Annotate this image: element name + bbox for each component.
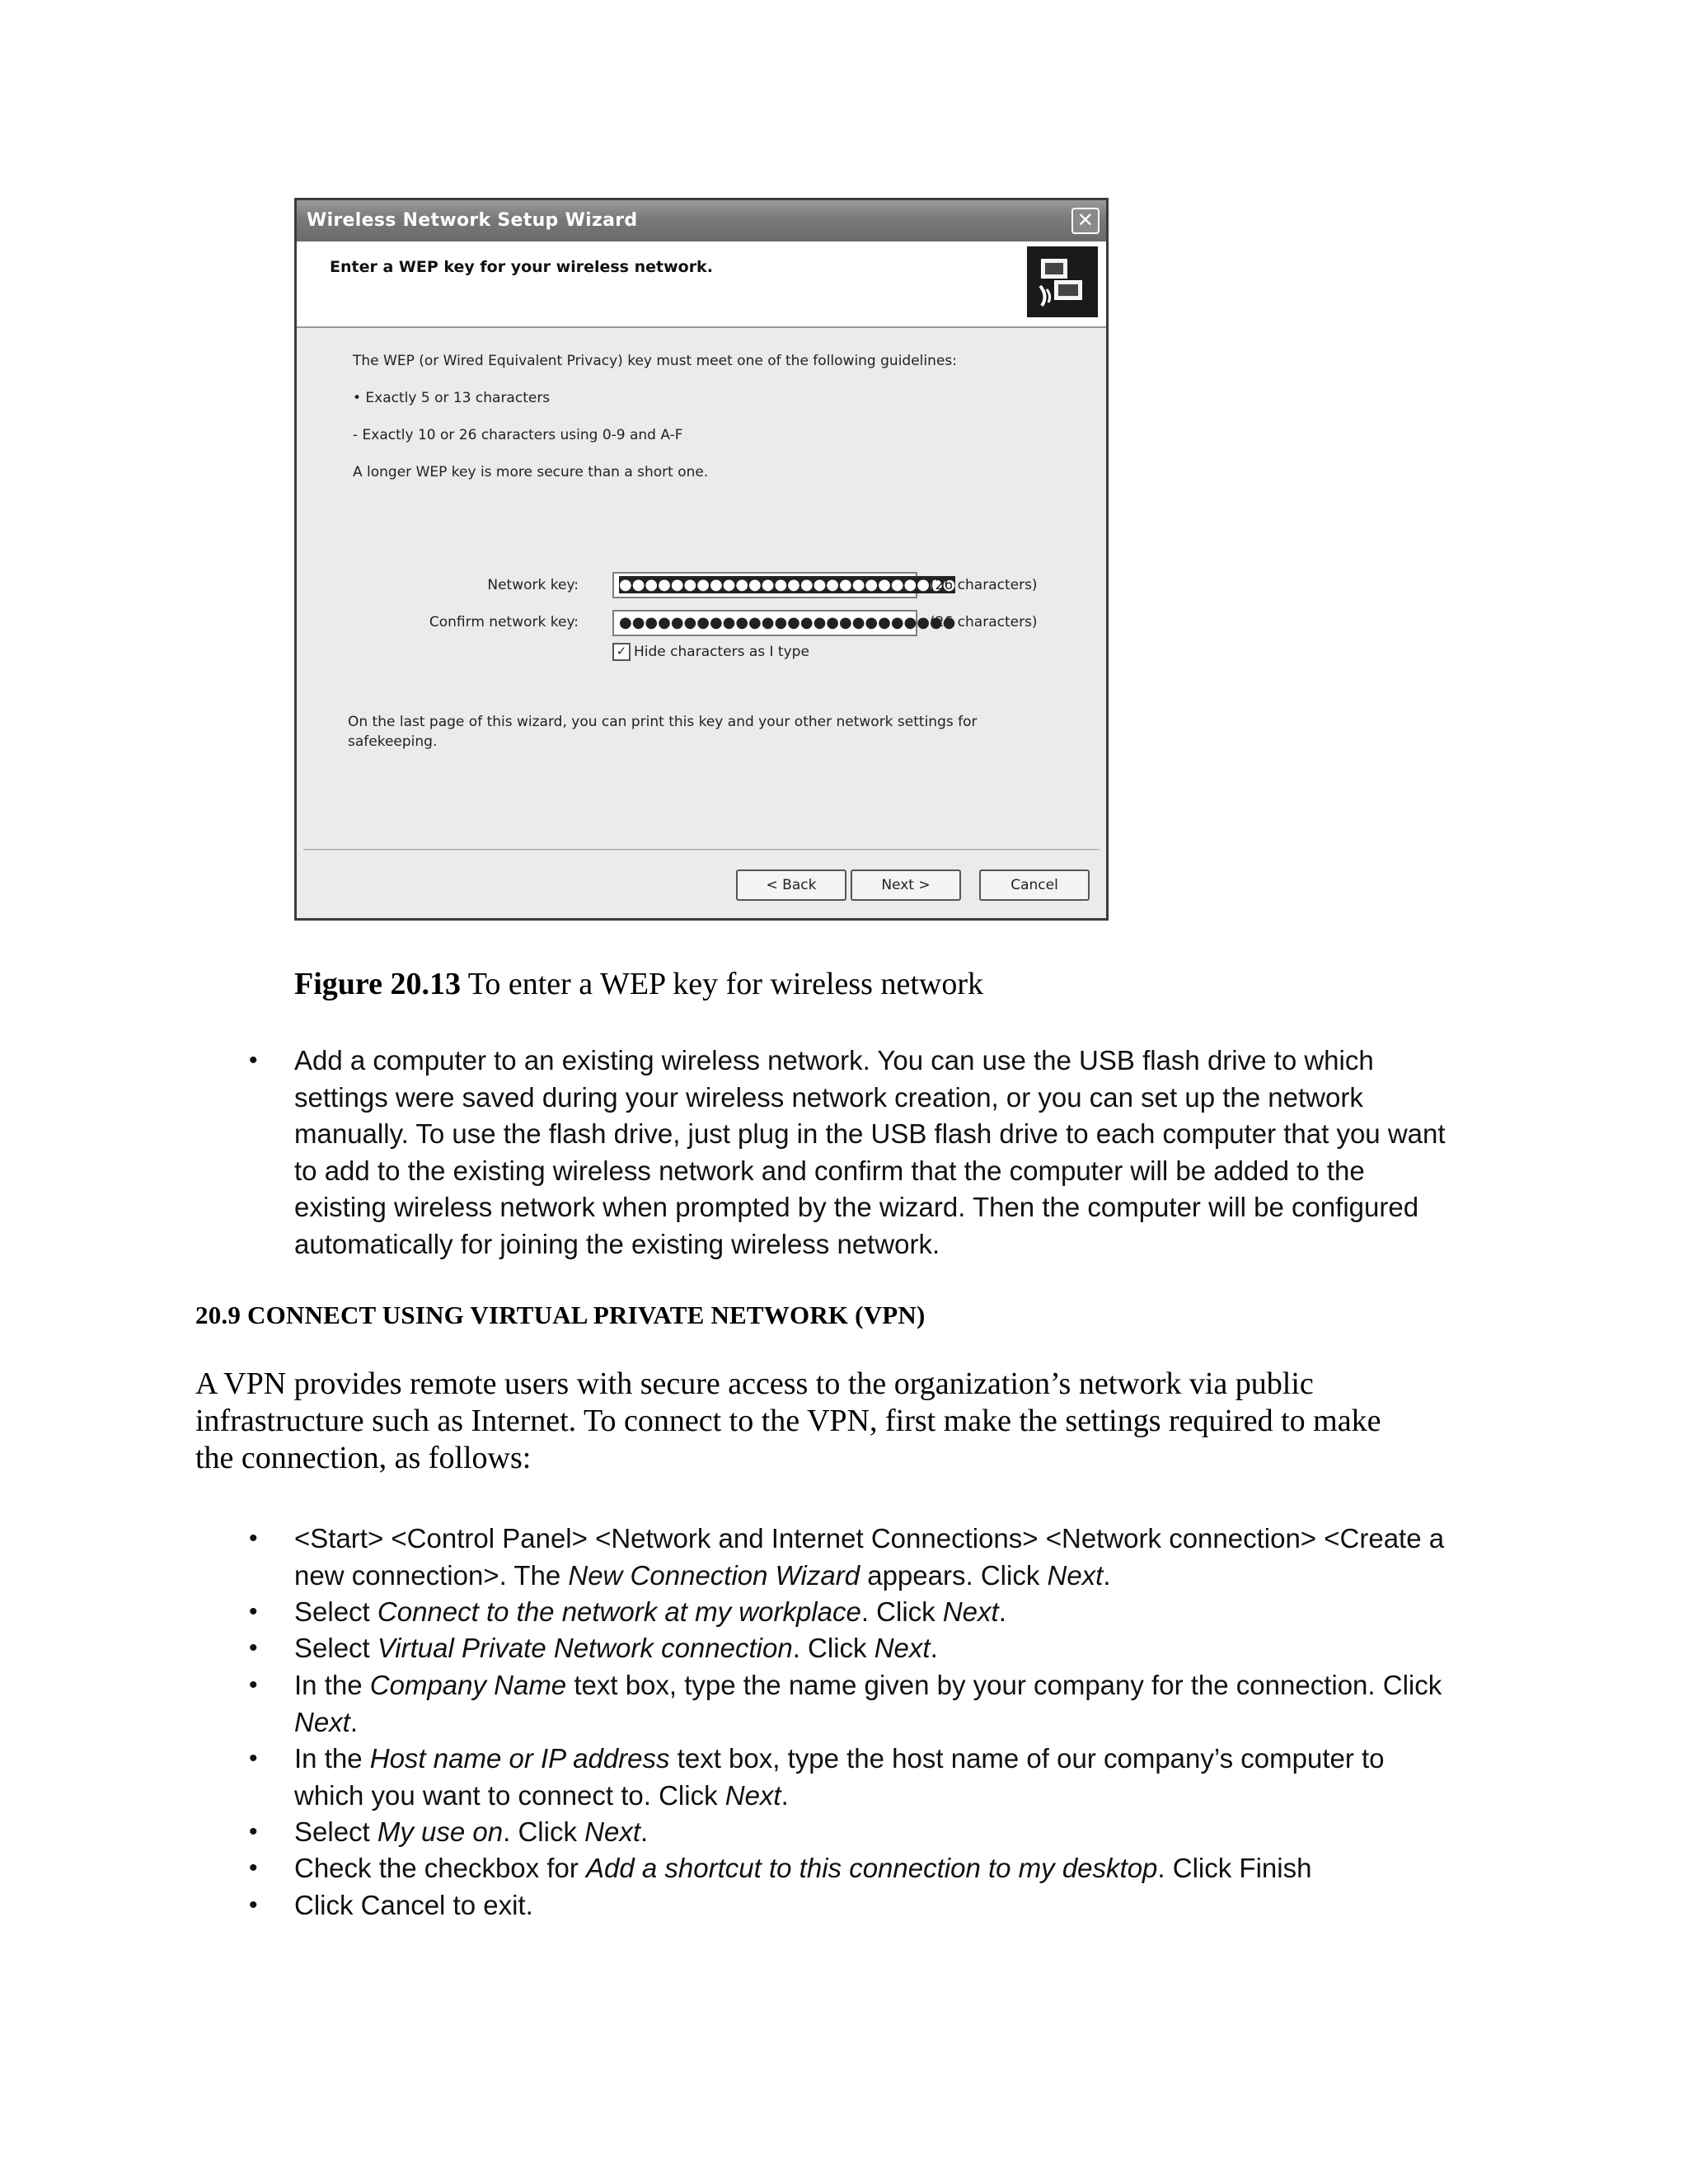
step-8-line: Click Cancel to exit. bbox=[294, 1890, 533, 1920]
dialog-title-bar bbox=[297, 200, 1106, 241]
hide-characters-label: Hide characters as I type bbox=[634, 644, 809, 660]
vpn-intro-paragraph bbox=[195, 1366, 1481, 1477]
bullet-glyph: • bbox=[249, 1047, 258, 1074]
bullet-glyph: • bbox=[249, 1891, 258, 1919]
next-button[interactable]: Next > bbox=[851, 869, 961, 901]
wireless-setup-wizard-dialog bbox=[294, 198, 1109, 921]
dialog-title: Wireless Network Setup Wizard bbox=[307, 210, 638, 231]
step-5-line-2: which you want to connect to. Click Next. bbox=[294, 1779, 789, 1811]
longer-key-note: A longer WEP key is more secure than a short one. bbox=[353, 464, 709, 480]
bullet-glyph: • bbox=[249, 1671, 258, 1699]
network-key-label: Network key: bbox=[487, 577, 579, 593]
bullet-glyph: • bbox=[249, 1525, 258, 1552]
list-item-step-1 bbox=[249, 1521, 1481, 1594]
figure-label: Figure 20.13 bbox=[294, 967, 461, 1001]
step-1-line-2: new connection>. The New Connection Wizard appears. Click Next. bbox=[294, 1559, 1111, 1591]
confirm-key-field[interactable] bbox=[612, 610, 956, 636]
list-item-step-4 bbox=[249, 1667, 1481, 1741]
cancel-button[interactable]: Cancel bbox=[979, 869, 1090, 901]
close-icon[interactable]: ✕ bbox=[1071, 208, 1100, 234]
add-computer-line-3: manually. To use the flash drive, just plug in the USB flash drive to each computer that you want bbox=[294, 1118, 1446, 1149]
confirm-key-label: Confirm network key: bbox=[429, 614, 579, 630]
step-2-line: Select Connect to the network at my workplace. Click Next. bbox=[294, 1596, 1006, 1627]
back-button[interactable]: < Back bbox=[736, 869, 846, 901]
step-4-line-1: In the Company Name text box, type the name given by your company for the connection. Click bbox=[294, 1670, 1442, 1700]
bullet-glyph: • bbox=[249, 1598, 258, 1625]
new-connection-wizard-term: New Connection Wizard bbox=[568, 1559, 860, 1591]
list-item-step-2 bbox=[249, 1594, 1481, 1631]
hide-characters-checkbox[interactable]: ✓ bbox=[612, 643, 631, 661]
step-6-line: Select My use on. Click Next. bbox=[294, 1816, 649, 1847]
confirm-key-value: ●●●●●●●●●●●●●●●●●●●●●●●●●● bbox=[619, 614, 956, 631]
add-computer-line-5: existing wireless network when prompted by the wizard. Then the computer will be configured bbox=[294, 1192, 1419, 1222]
network-key-field[interactable] bbox=[612, 572, 956, 598]
guideline-1: • Exactly 5 or 13 characters bbox=[353, 390, 551, 406]
intro-line-1: A VPN provides remote users with secure access to the organization’s network via public bbox=[195, 1366, 1314, 1401]
bullet-glyph: • bbox=[249, 1818, 258, 1845]
network-key-count: (26 characters) bbox=[930, 577, 1038, 593]
list-item-step-7 bbox=[249, 1850, 1481, 1887]
footer-note-line-2: safekeeping. bbox=[348, 733, 438, 750]
footer-note-line-1: On the last page of this wizard, you can print this key and your other network settings for bbox=[348, 714, 978, 730]
dialog-header bbox=[297, 241, 1106, 328]
guidelines-intro: The WEP (or Wired Equivalent Privacy) key must meet one of the following guidelines: bbox=[353, 353, 957, 369]
confirm-key-count: (26 characters) bbox=[930, 614, 1038, 630]
add-computer-line-4: to add to the existing wireless network and confirm that the computer will be added to the bbox=[294, 1155, 1365, 1186]
dialog-header-title: Enter a WEP key for your wireless network. bbox=[330, 258, 713, 276]
add-computer-line-1: Add a computer to an existing wireless network. You can use the USB flash drive to which bbox=[294, 1045, 1374, 1076]
step-7-line: Check the checkbox for Add a shortcut to this connection to my desktop. Click Finish bbox=[294, 1853, 1312, 1883]
bullet-glyph: • bbox=[249, 1745, 258, 1772]
list-item-step-5 bbox=[249, 1741, 1481, 1814]
figure-caption bbox=[294, 966, 983, 1002]
bullet-glyph: • bbox=[249, 1854, 258, 1882]
hide-characters-option[interactable] bbox=[612, 643, 809, 661]
step-4-line-2: Next. bbox=[294, 1706, 359, 1737]
step-3-line: Select Virtual Private Network connection. Click Next. bbox=[294, 1633, 938, 1663]
bullet-glyph: • bbox=[249, 1634, 258, 1661]
list-item-step-3 bbox=[249, 1630, 1481, 1667]
figure-caption-text: To enter a WEP key for wireless network bbox=[467, 967, 983, 1001]
step-1-line-1: <Start> <Control Panel> <Network and Internet Connections> <Network connection> <Create a bbox=[294, 1523, 1445, 1554]
wireless-network-icon bbox=[1027, 246, 1098, 317]
intro-line-3: the connection, as follows: bbox=[195, 1441, 532, 1475]
guideline-2: - Exactly 10 or 26 characters using 0-9 and A-F bbox=[353, 427, 683, 443]
add-computer-line-6: automatically for joining the existing wireless network. bbox=[294, 1228, 940, 1259]
list-item-step-6 bbox=[249, 1814, 1481, 1851]
step-5-line-1: In the Host name or IP address text box, type the host name of our company’s computer to bbox=[294, 1743, 1385, 1774]
list-item-add-computer bbox=[249, 1043, 1481, 1263]
section-heading: 20.9 CONNECT USING VIRTUAL PRIVATE NETWORK (VPN) bbox=[195, 1301, 926, 1329]
add-computer-line-2: settings were saved during your wireless network creation, or you can set up the network bbox=[294, 1081, 1363, 1113]
list-item-step-8 bbox=[249, 1887, 1481, 1924]
dialog-separator bbox=[303, 849, 1100, 851]
intro-line-2: infrastructure such as Internet. To connect to the VPN, first make the settings required to make bbox=[195, 1404, 1381, 1438]
dialog-body bbox=[297, 328, 1106, 918]
network-key-value: ●●●●●●●●●●●●●●●●●●●●●●●●●● bbox=[619, 576, 956, 593]
